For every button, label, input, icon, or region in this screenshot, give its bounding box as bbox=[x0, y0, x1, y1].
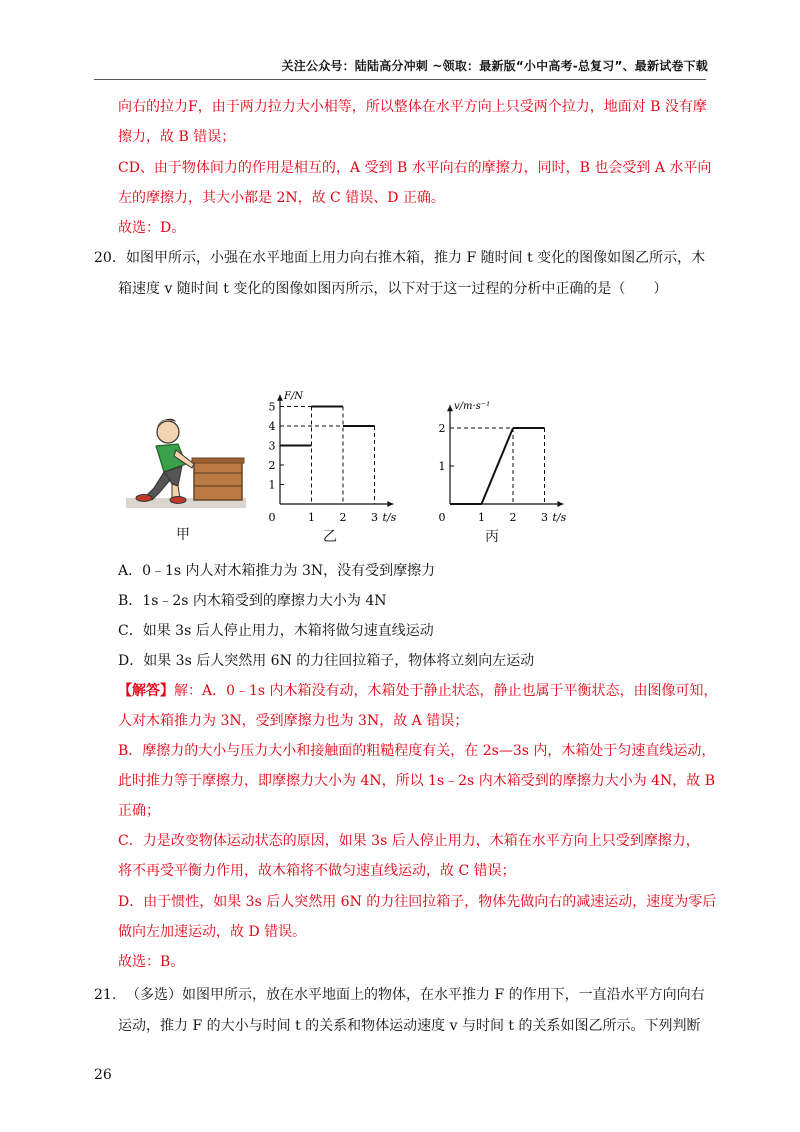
answer-line: 故选：B。 bbox=[118, 954, 185, 970]
chart-velocity-time bbox=[432, 382, 582, 536]
option-d: D．如果 3s 后人突然用 6N 的力往回拉箱子，物体将立刻向左运动 bbox=[118, 653, 535, 669]
x-tick-label: 0 bbox=[438, 511, 446, 524]
y-axis-label: F/N bbox=[284, 390, 304, 402]
page-number: 26 bbox=[94, 1067, 112, 1083]
figure-label-yi: 乙 bbox=[323, 529, 337, 545]
y-axis-label: v/m·s⁻¹ bbox=[454, 401, 491, 413]
x-tick-label: 3 bbox=[541, 511, 548, 524]
boy-head bbox=[157, 421, 179, 443]
prev-answer-line: CD、由于物体间力的作用是相互的，A 受到 B 水平向右的摩擦力，同时，B 也会受到 A 水平向 bbox=[118, 160, 712, 176]
x-tick-label: 1 bbox=[478, 511, 485, 524]
answer-line: 正确； bbox=[118, 803, 160, 819]
figure-label-bing: 丙 bbox=[485, 529, 499, 545]
y-axis-arrow bbox=[447, 405, 453, 411]
wooden-box bbox=[194, 460, 242, 500]
option-a: A．0﹣1s 内人对木箱推力为 3N，没有受到摩擦力 bbox=[118, 563, 436, 579]
prev-answer-line: 向右的拉力F，由于两力拉力大小相等，所以整体在水平方向上只受两个拉力，地面对 B 没有摩 bbox=[118, 99, 707, 115]
header-divider bbox=[94, 79, 706, 80]
option-b: B．1s﹣2s 内木箱受到的摩擦力大小为 4N bbox=[118, 593, 387, 609]
prev-answer-line: 故选：D。 bbox=[118, 220, 186, 236]
y-tick-label: 4 bbox=[268, 420, 276, 433]
question-21-stem: 运动，推力 F 的大小与时间 t 的关系和物体运动速度 v 与时间 t 的关系如图乙所示。下列判断 bbox=[118, 1018, 701, 1034]
chart-force-time bbox=[262, 386, 412, 536]
boy-shoe bbox=[136, 495, 152, 502]
answer-line: D．由于惯性，如果 3s 后人突然用 6N 的力往回拉箱子，物体先做向右的减速运动，速度为零后 bbox=[118, 894, 717, 910]
answer-line: B．摩擦力的大小与压力大小和接触面的粗糙程度有关，在 2s—3s 内，木箱处于匀速直线运动， bbox=[118, 743, 716, 759]
x-axis-label: t/s bbox=[552, 511, 567, 524]
y-tick-label: 1 bbox=[268, 478, 276, 492]
velocity-segment bbox=[482, 428, 514, 504]
prev-answer-line: 左的摩擦力，其大小都是 2N，故 C 错误、D 正确。 bbox=[118, 190, 445, 206]
x-tick-label: 2 bbox=[339, 511, 347, 524]
x-axis-arrow bbox=[387, 501, 393, 507]
question-20-stem: 如图甲所示，小强在水平地面上用力向右推木箱，推力 F 随时间 t 变化的图像如图乙所示，木 bbox=[126, 250, 706, 266]
answer-tag: 【解答】 bbox=[118, 683, 174, 699]
x-tick-label: 0 bbox=[268, 511, 276, 524]
boy-shoe bbox=[170, 497, 186, 504]
figure-jia-illustration bbox=[126, 410, 246, 510]
question-20-number: 20. bbox=[94, 250, 117, 266]
question-21-number: 21. bbox=[94, 987, 117, 1003]
x-axis-arrow bbox=[557, 501, 563, 507]
question-20-stem: 箱速度 v 随时间 t 变化的图像如图丙所示，以下对于这一过程的分析中正确的是（ ） bbox=[118, 281, 668, 297]
answer-line: 此时推力等于摩擦力，即摩擦力大小为 4N，所以 1s﹣2s 内木箱受到的摩擦力大小为 4N，故 B bbox=[118, 773, 716, 789]
x-tick-label: 3 bbox=[371, 511, 378, 524]
answer-first-line bbox=[118, 681, 718, 701]
answer-line: 做向左加速运动，故 D 错误。 bbox=[118, 924, 307, 940]
y-tick-label: 5 bbox=[268, 400, 276, 414]
y-tick-label: 3 bbox=[268, 439, 276, 453]
prev-answer-line: 擦力，故 B 错误； bbox=[118, 129, 236, 145]
x-tick-label: 1 bbox=[308, 511, 315, 524]
y-tick-label: 1 bbox=[438, 460, 446, 473]
question-21-stem: （多选）如图甲所示，放在水平地面上的物体，在水平推力 F 的作用下，一直沿水平方向向右 bbox=[126, 987, 705, 1003]
answer-line: 人对木箱推力为 3N，受到摩擦力也为 3N，故 A 错误； bbox=[118, 713, 469, 729]
x-tick-label: 2 bbox=[509, 511, 517, 524]
answer-line: C．力是改变物体运动状态的原因，如果 3s 后人停止用力，木箱在水平方向上只受到摩擦力， bbox=[118, 833, 700, 849]
y-axis-arrow bbox=[277, 395, 283, 401]
answer-line: 将不再受平衡力作用，故木箱将不做匀速直线运动，故 C 错误； bbox=[118, 863, 516, 879]
figure-label-jia: 甲 bbox=[176, 527, 190, 543]
option-c: C．如果 3s 后人停止用力，木箱将做匀速直线运动 bbox=[118, 623, 434, 639]
x-axis-label: t/s bbox=[382, 511, 397, 524]
y-tick-label: 2 bbox=[438, 422, 446, 435]
answer-text: 解：A．0﹣1s 内木箱没有动，木箱处于静止状态，静止也属于平衡状态，由图像可知， bbox=[174, 683, 718, 699]
page-header: 关注公众号：陆陆高分冲刺 ~领取：最新版“小中高考-总复习”、最新试卷下载 bbox=[281, 59, 708, 73]
y-tick-label: 2 bbox=[268, 459, 276, 472]
